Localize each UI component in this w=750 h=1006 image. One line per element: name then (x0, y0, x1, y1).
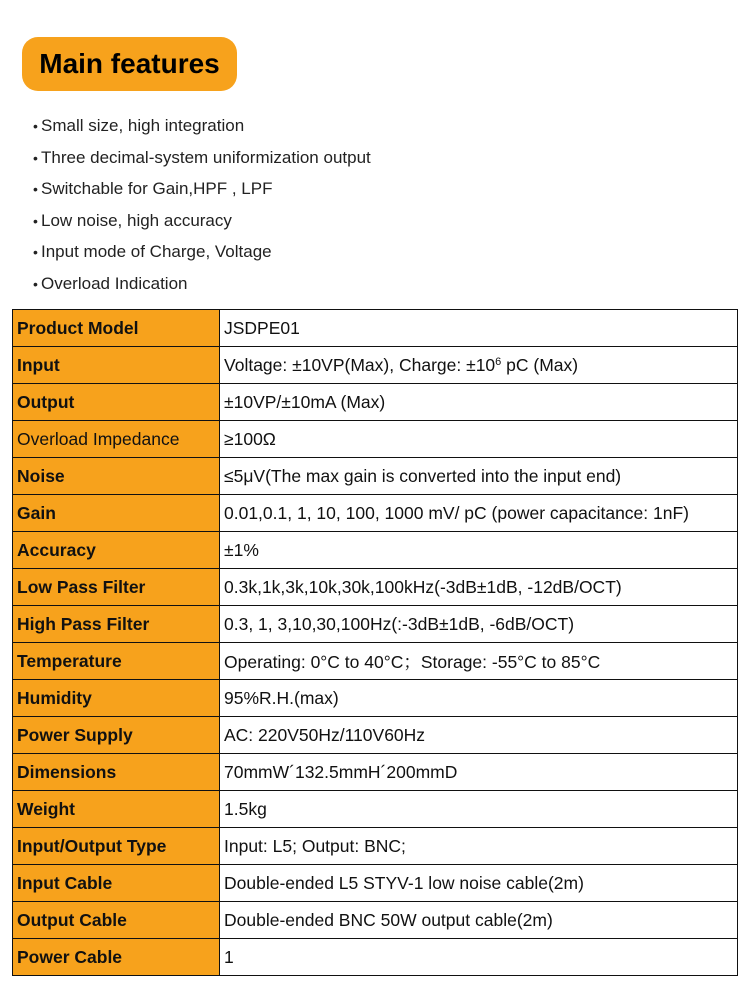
section-title-badge (22, 37, 237, 91)
table-row (13, 791, 738, 828)
feature-item (33, 236, 371, 268)
spec-value-exponent: 6 (495, 355, 502, 368)
spec-value: 0.01,0.1, 1, 10, 100, 1000 mV/ pC (power capacitance: 1nF) (220, 495, 738, 532)
table-row (13, 828, 738, 865)
table-row (13, 680, 738, 717)
spec-value: Double-ended L5 STYV-1 low noise cable(2m) (220, 865, 738, 902)
feature-text: Overload Indication (41, 273, 188, 293)
spec-table (12, 309, 738, 976)
spec-value: ≤5μV(The max gain is converted into the input end) (220, 458, 738, 495)
spec-value: 0.3, 1, 3,10,30,100Hz(:-3dB±1dB, -6dB/OCT) (220, 606, 738, 643)
table-row (13, 458, 738, 495)
spec-label: Temperature (13, 643, 220, 680)
table-row (13, 902, 738, 939)
feature-item (33, 142, 371, 174)
spec-value (220, 347, 738, 384)
spec-label: Accuracy (13, 532, 220, 569)
table-row (13, 310, 738, 347)
table-row (13, 754, 738, 791)
spec-label: Gain (13, 495, 220, 532)
feature-item (33, 205, 371, 237)
table-row (13, 717, 738, 754)
spec-value-unit: pC (Max) (501, 354, 579, 375)
feature-list (33, 110, 371, 300)
table-row (13, 384, 738, 421)
spec-label: Product Model (13, 310, 220, 347)
spec-value: Double-ended BNC 50W output cable(2m) (220, 902, 738, 939)
spec-label: Noise (13, 458, 220, 495)
spec-label: Weight (13, 791, 220, 828)
table-row (13, 643, 738, 680)
table-row (13, 347, 738, 384)
table-row (13, 421, 738, 458)
bullet-icon: • (33, 149, 38, 166)
spec-label: Input (13, 347, 220, 384)
feature-text: Small size, high integration (41, 116, 245, 135)
spec-label: High Pass Filter (13, 606, 220, 643)
spec-label: Low Pass Filter (13, 569, 220, 606)
table-row (13, 495, 738, 532)
spec-value: 95%R.H.(max) (220, 680, 738, 717)
feature-text: Low noise, high accuracy (41, 210, 232, 230)
feature-text: Input mode of Charge, Voltage (41, 242, 272, 262)
spec-value: 1 (220, 939, 738, 976)
table-row (13, 569, 738, 606)
spec-label: Input/Output Type (13, 828, 220, 865)
bullet-icon: • (33, 275, 38, 292)
spec-value: Operating: 0°C to 40°C；Storage: -55°C to 85°C (220, 643, 738, 680)
spec-label: Power Supply (13, 717, 220, 754)
table-row (13, 532, 738, 569)
spec-value: Input: L5; Output: BNC; (220, 828, 738, 865)
spec-label: Input Cable (13, 865, 220, 902)
spec-value: JSDPE01 (220, 310, 738, 347)
feature-item (33, 110, 371, 142)
spec-value: ≥100Ω (220, 421, 738, 458)
bullet-icon: • (33, 118, 38, 134)
spec-value: 0.3k,1k,3k,10k,30k,100kHz(-3dB±1dB, -12dB/OCT) (220, 569, 738, 606)
spec-value: ±1% (220, 532, 738, 569)
spec-value: 70mmW´132.5mmH´200mmD (220, 754, 738, 791)
feature-text: Three decimal-system uniformization output (41, 147, 371, 167)
spec-label: Humidity (13, 680, 220, 717)
spec-label: Output Cable (13, 902, 220, 939)
spec-label: Overload Impedance (13, 421, 220, 458)
spec-label: Power Cable (13, 939, 220, 976)
table-row (13, 606, 738, 643)
spec-value: 1.5kg (220, 791, 738, 828)
spec-value: ±10VP/±10mA (Max) (220, 384, 738, 421)
table-row (13, 865, 738, 902)
bullet-icon: • (33, 181, 38, 198)
table-row (13, 939, 738, 976)
feature-item (33, 268, 371, 300)
bullet-icon: • (33, 244, 38, 261)
feature-item (33, 173, 371, 205)
spec-label: Output (13, 384, 220, 421)
bullet-icon: • (33, 212, 38, 229)
spec-value: AC: 220V50Hz/110V60Hz (220, 717, 738, 754)
spec-value-main: Voltage: ±10VP(Max), Charge: ±10 (224, 354, 496, 375)
section-title: Main features (39, 48, 220, 79)
spec-label: Dimensions (13, 754, 220, 791)
feature-text: Switchable for Gain,HPF , LPF (41, 179, 273, 199)
